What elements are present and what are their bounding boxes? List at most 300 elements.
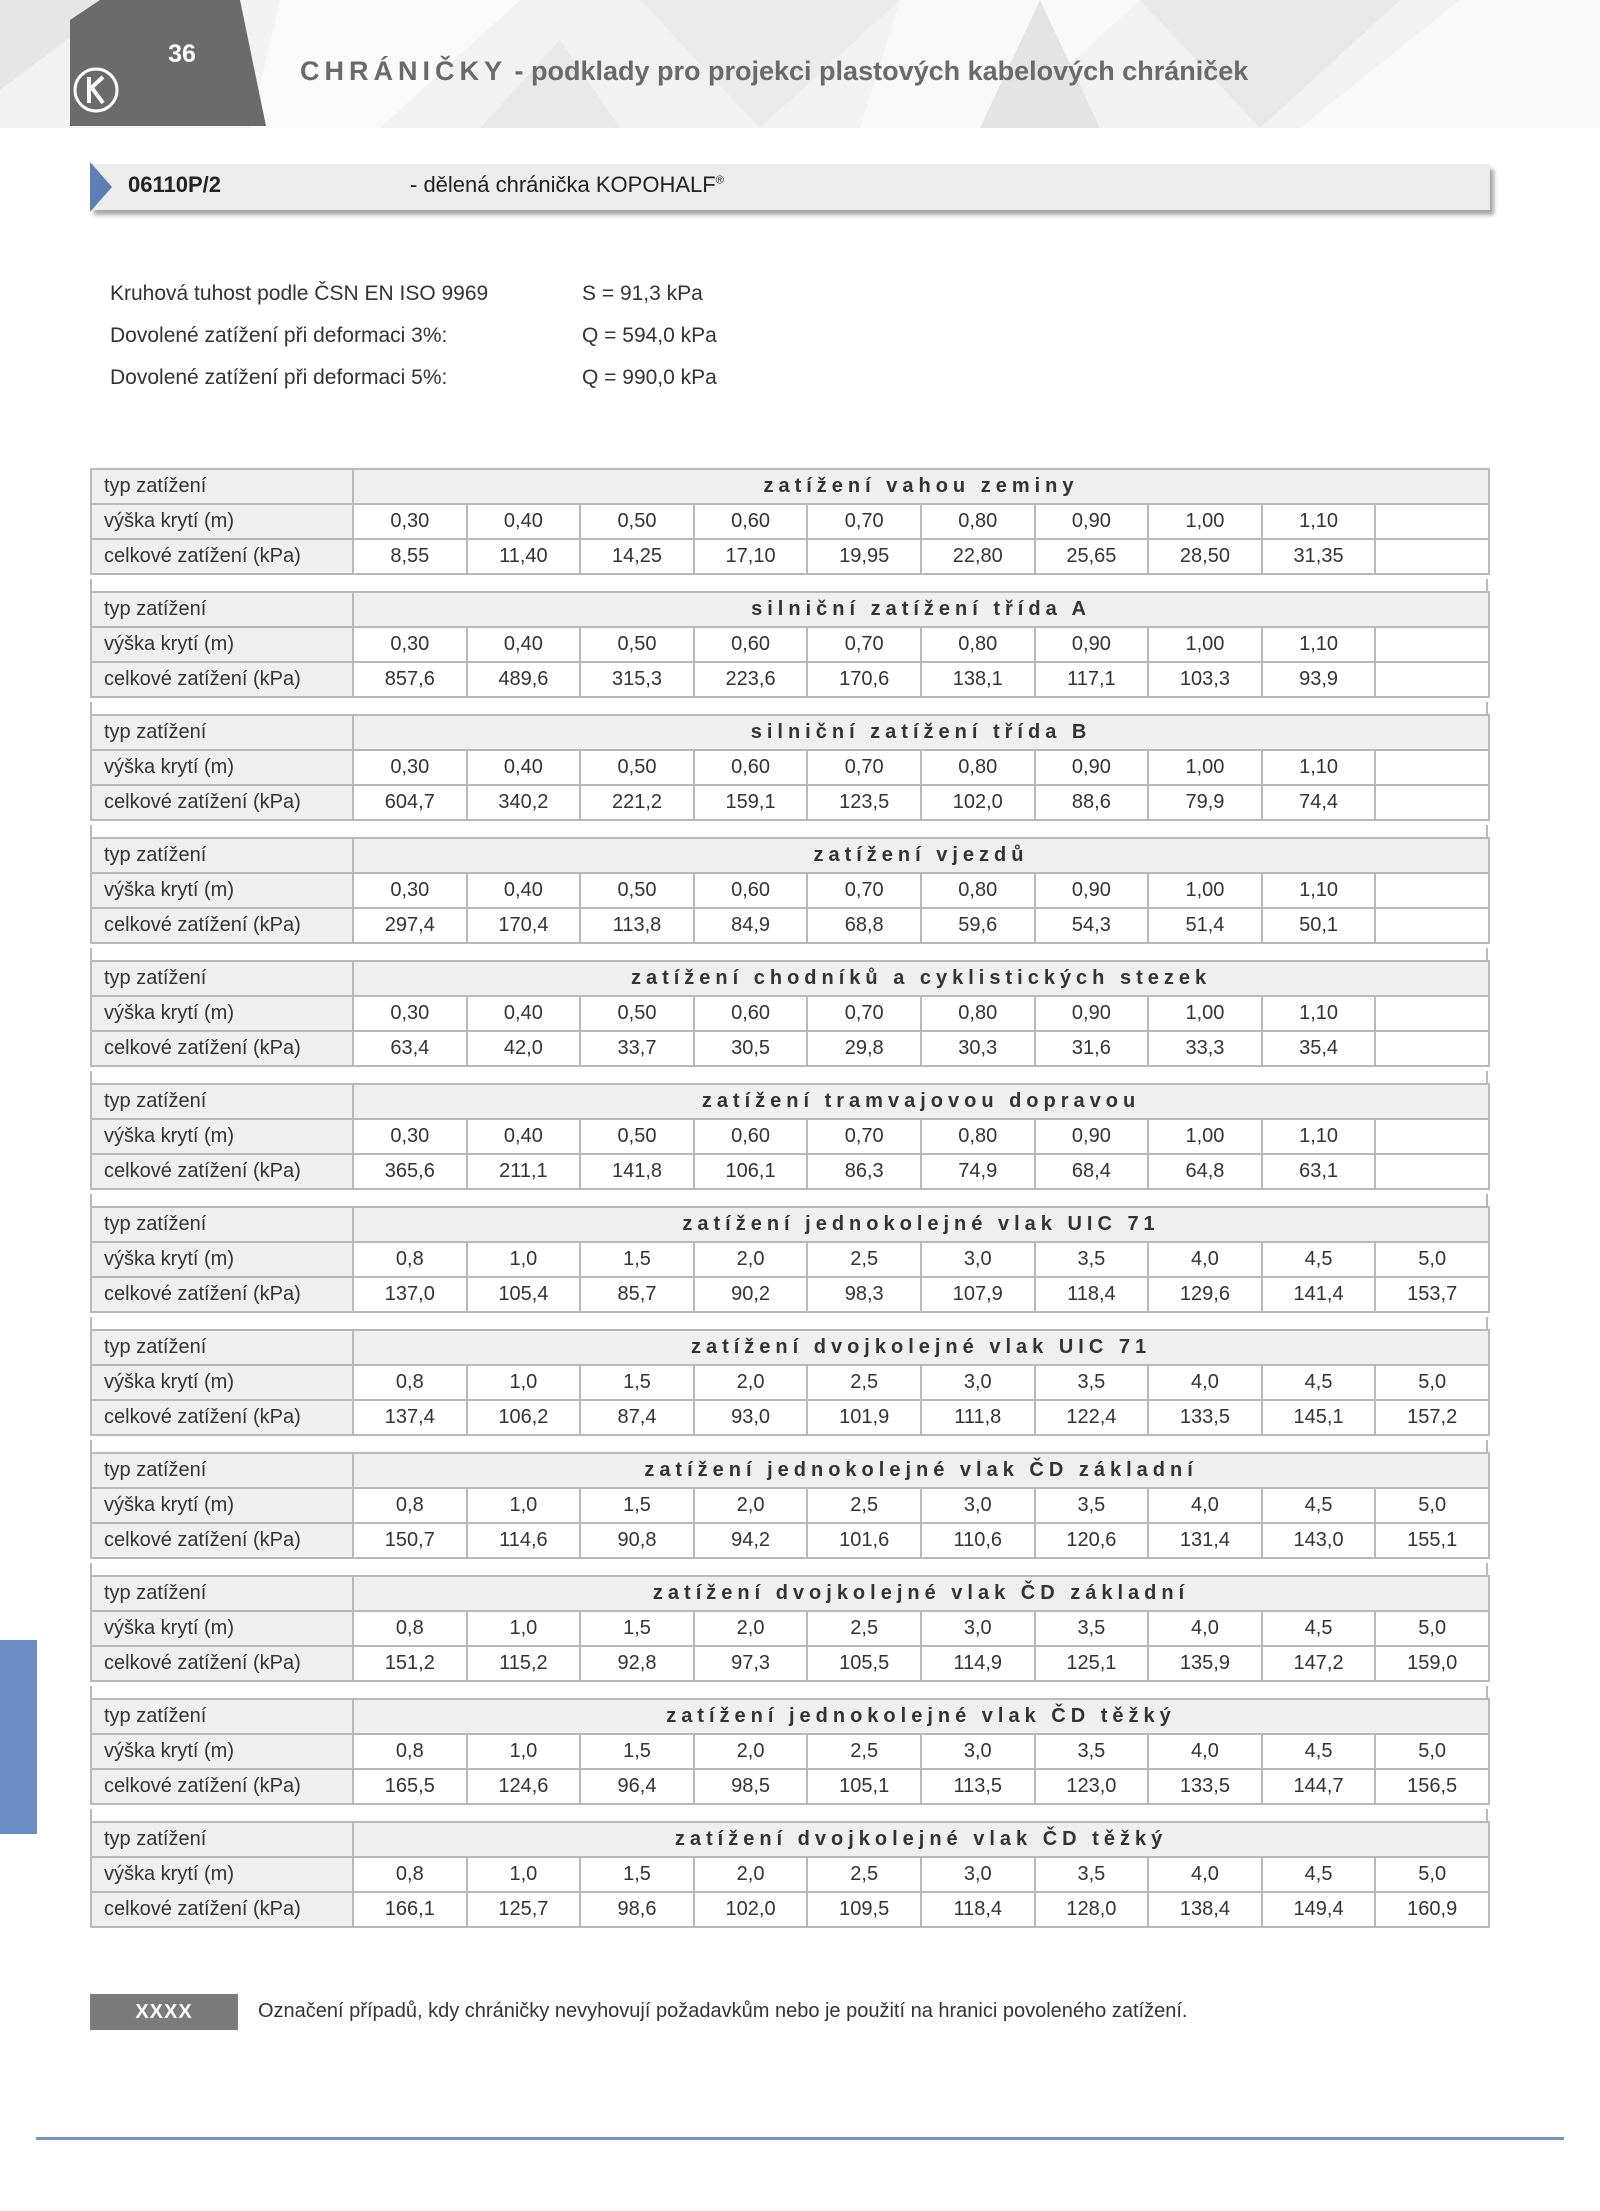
load-cell: 59,6 — [921, 908, 1035, 943]
spec-label: Dovolené zatížení při deformaci 3%: — [110, 324, 448, 347]
load-cell: 166,1 — [353, 1892, 467, 1927]
load-cell: 98,6 — [580, 1892, 694, 1927]
load-section-table — [90, 1206, 1490, 1313]
depth-cell: 1,00 — [1148, 1119, 1262, 1154]
load-cell: 30,3 — [921, 1031, 1035, 1066]
depth-cell — [1375, 996, 1489, 1031]
depth-cell: 0,70 — [807, 627, 921, 662]
depth-cell: 3,0 — [921, 1488, 1035, 1523]
table-row — [91, 1646, 1489, 1681]
spec-value: S = 91,3 kPa — [582, 282, 703, 305]
load-cell: 135,9 — [1148, 1646, 1262, 1681]
row-label-type: typ zatížení — [91, 1576, 353, 1611]
table-row — [91, 1857, 1489, 1892]
load-cell: 85,7 — [580, 1277, 694, 1312]
load-cell: 19,95 — [807, 539, 921, 574]
load-cell: 129,6 — [1148, 1277, 1262, 1312]
depth-cell: 3,5 — [1035, 1242, 1149, 1277]
load-cell — [1375, 908, 1489, 943]
load-cell: 105,5 — [807, 1646, 921, 1681]
table-row — [91, 1734, 1489, 1769]
load-cell: 87,4 — [580, 1400, 694, 1435]
load-section-table — [90, 1452, 1490, 1559]
load-cell: 150,7 — [353, 1523, 467, 1558]
load-cell: 90,2 — [694, 1277, 808, 1312]
table-row — [91, 1365, 1489, 1400]
load-cell: 115,2 — [467, 1646, 581, 1681]
table-row — [91, 1523, 1489, 1558]
load-cell: 25,65 — [1035, 539, 1149, 574]
section-gap — [90, 1686, 1488, 1698]
depth-cell: 2,5 — [807, 1242, 921, 1277]
depth-cell: 0,60 — [694, 996, 808, 1031]
row-label-type: typ zatížení — [91, 1453, 353, 1488]
load-cell: 79,9 — [1148, 785, 1262, 820]
depth-cell: 0,40 — [467, 1119, 581, 1154]
table-row — [91, 1207, 1489, 1242]
row-label-load: celkové zatížení (kPa) — [91, 1646, 353, 1681]
load-cell: 93,9 — [1262, 662, 1376, 697]
depth-cell: 4,5 — [1262, 1242, 1376, 1277]
depth-cell: 4,0 — [1148, 1242, 1262, 1277]
depth-cell: 4,5 — [1262, 1734, 1376, 1769]
table-row — [91, 1488, 1489, 1523]
load-cell: 51,4 — [1148, 908, 1262, 943]
load-cell: 101,6 — [807, 1523, 921, 1558]
load-cell: 63,1 — [1262, 1154, 1376, 1189]
depth-cell: 3,5 — [1035, 1488, 1149, 1523]
load-cell: 106,1 — [694, 1154, 808, 1189]
depth-cell: 5,0 — [1375, 1365, 1489, 1400]
load-cell: 111,8 — [921, 1400, 1035, 1435]
load-cell: 113,8 — [580, 908, 694, 943]
load-cell: 133,5 — [1148, 1769, 1262, 1804]
depth-cell: 0,40 — [467, 504, 581, 539]
depth-cell: 0,80 — [921, 873, 1035, 908]
depth-cell: 0,90 — [1035, 504, 1149, 539]
product-bar — [90, 164, 1490, 210]
load-cell: 42,0 — [467, 1031, 581, 1066]
depth-cell: 5,0 — [1375, 1242, 1489, 1277]
table-row — [91, 1330, 1489, 1365]
row-label-depth: výška krytí (m) — [91, 1611, 353, 1646]
depth-cell: 3,5 — [1035, 1611, 1149, 1646]
load-cell: 489,6 — [467, 662, 581, 697]
load-cell: 315,3 — [580, 662, 694, 697]
load-cell: 8,55 — [353, 539, 467, 574]
load-cell: 147,2 — [1262, 1646, 1376, 1681]
section-title: zatížení vahou zeminy — [353, 469, 1489, 504]
depth-cell: 0,8 — [353, 1857, 467, 1892]
table-row — [91, 750, 1489, 785]
depth-cell: 1,5 — [580, 1611, 694, 1646]
depth-cell: 3,0 — [921, 1611, 1035, 1646]
section-gap — [90, 1563, 1488, 1575]
row-label-type: typ zatížení — [91, 1699, 353, 1734]
load-cell: 211,1 — [467, 1154, 581, 1189]
load-cell: 165,5 — [353, 1769, 467, 1804]
section-gap — [90, 1194, 1488, 1206]
depth-cell: 0,90 — [1035, 750, 1149, 785]
row-label-type: typ zatížení — [91, 1330, 353, 1365]
depth-cell: 1,00 — [1148, 873, 1262, 908]
load-section-table — [90, 1821, 1490, 1928]
table-row — [91, 1822, 1489, 1857]
depth-cell: 3,0 — [921, 1857, 1035, 1892]
depth-cell: 1,5 — [580, 1857, 694, 1892]
table-row — [91, 1119, 1489, 1154]
depth-cell: 4,5 — [1262, 1488, 1376, 1523]
depth-cell: 4,5 — [1262, 1365, 1376, 1400]
section-title: zatížení dvojkolejné vlak ČD základní — [353, 1576, 1489, 1611]
load-section-table — [90, 1575, 1490, 1682]
load-cell: 124,6 — [467, 1769, 581, 1804]
row-label-depth: výška krytí (m) — [91, 996, 353, 1031]
load-cell: 74,9 — [921, 1154, 1035, 1189]
depth-cell: 1,0 — [467, 1365, 581, 1400]
load-cell: 74,4 — [1262, 785, 1376, 820]
row-label-load: celkové zatížení (kPa) — [91, 1031, 353, 1066]
load-cell: 170,4 — [467, 908, 581, 943]
load-cell: 28,50 — [1148, 539, 1262, 574]
spec-label: Dovolené zatížení při deformaci 5%: — [110, 366, 448, 389]
load-cell: 159,0 — [1375, 1646, 1489, 1681]
depth-cell: 0,50 — [580, 504, 694, 539]
load-cell: 125,1 — [1035, 1646, 1149, 1681]
table-row — [91, 1699, 1489, 1734]
table-row — [91, 908, 1489, 943]
depth-cell: 0,80 — [921, 1119, 1035, 1154]
depth-cell: 1,0 — [467, 1242, 581, 1277]
load-cell: 17,10 — [694, 539, 808, 574]
side-tab — [0, 1640, 37, 1834]
load-cell: 156,5 — [1375, 1769, 1489, 1804]
registered-mark: ® — [715, 174, 724, 187]
load-section-table — [90, 591, 1490, 698]
depth-cell: 0,70 — [807, 1119, 921, 1154]
depth-cell: 0,80 — [921, 996, 1035, 1031]
depth-cell — [1375, 873, 1489, 908]
load-cell: 138,4 — [1148, 1892, 1262, 1927]
page-header-title — [300, 56, 1248, 87]
load-cell: 54,3 — [1035, 908, 1149, 943]
load-cell: 93,0 — [694, 1400, 808, 1435]
load-section-table — [90, 1698, 1490, 1805]
load-cell: 11,40 — [467, 539, 581, 574]
depth-cell: 4,0 — [1148, 1857, 1262, 1892]
load-cell: 125,7 — [467, 1892, 581, 1927]
table-row — [91, 1892, 1489, 1927]
section-title: zatížení vjezdů — [353, 838, 1489, 873]
row-label-type: typ zatížení — [91, 1084, 353, 1119]
load-section-table — [90, 1329, 1490, 1436]
depth-cell: 2,0 — [694, 1242, 808, 1277]
load-cell: 223,6 — [694, 662, 808, 697]
header-title-sub: - podklady pro projekci plastových kabelových chrániček — [507, 56, 1249, 86]
row-label-load: celkové zatížení (kPa) — [91, 1892, 353, 1927]
depth-cell: 1,5 — [580, 1365, 694, 1400]
depth-cell: 4,5 — [1262, 1857, 1376, 1892]
depth-cell: 4,0 — [1148, 1488, 1262, 1523]
depth-cell: 0,80 — [921, 750, 1035, 785]
load-cell: 33,7 — [580, 1031, 694, 1066]
table-row — [91, 1400, 1489, 1435]
product-arrow-icon — [90, 162, 112, 212]
load-cell: 106,2 — [467, 1400, 581, 1435]
load-cell: 63,4 — [353, 1031, 467, 1066]
row-label-depth: výška krytí (m) — [91, 873, 353, 908]
row-label-load: celkové zatížení (kPa) — [91, 1277, 353, 1312]
load-cell: 170,6 — [807, 662, 921, 697]
depth-cell: 0,40 — [467, 750, 581, 785]
row-label-type: typ zatížení — [91, 1822, 353, 1857]
row-label-depth: výška krytí (m) — [91, 1488, 353, 1523]
depth-cell: 2,0 — [694, 1365, 808, 1400]
table-row — [91, 1031, 1489, 1066]
table-row — [91, 961, 1489, 996]
load-cell: 149,4 — [1262, 1892, 1376, 1927]
row-label-depth: výška krytí (m) — [91, 1734, 353, 1769]
row-label-type: typ zatížení — [91, 592, 353, 627]
row-label-load: celkové zatížení (kPa) — [91, 785, 353, 820]
load-cell: 365,6 — [353, 1154, 467, 1189]
load-cell: 141,4 — [1262, 1277, 1376, 1312]
load-cell: 64,8 — [1148, 1154, 1262, 1189]
page-number: 36 — [168, 40, 196, 68]
depth-cell: 0,60 — [694, 1119, 808, 1154]
depth-cell: 1,00 — [1148, 627, 1262, 662]
load-cell: 97,3 — [694, 1646, 808, 1681]
depth-cell — [1375, 750, 1489, 785]
load-cell: 123,5 — [807, 785, 921, 820]
section-gap — [90, 825, 1488, 837]
table-row — [91, 662, 1489, 697]
section-title: zatížení tramvajovou dopravou — [353, 1084, 1489, 1119]
depth-cell: 1,00 — [1148, 996, 1262, 1031]
load-cell: 114,9 — [921, 1646, 1035, 1681]
depth-cell: 1,10 — [1262, 873, 1376, 908]
row-label-load: celkové zatížení (kPa) — [91, 662, 353, 697]
product-name — [410, 172, 724, 198]
load-cell: 133,5 — [1148, 1400, 1262, 1435]
depth-cell: 2,0 — [694, 1611, 808, 1646]
depth-cell: 0,90 — [1035, 1119, 1149, 1154]
load-cell: 33,3 — [1148, 1031, 1262, 1066]
load-cell: 98,5 — [694, 1769, 808, 1804]
load-cell: 102,0 — [921, 785, 1035, 820]
section-gap — [90, 1071, 1488, 1083]
depth-cell: 2,5 — [807, 1857, 921, 1892]
depth-cell: 0,70 — [807, 996, 921, 1031]
depth-cell: 0,50 — [580, 627, 694, 662]
depth-cell: 0,40 — [467, 627, 581, 662]
table-row — [91, 785, 1489, 820]
row-label-load: celkové zatížení (kPa) — [91, 1523, 353, 1558]
load-cell: 14,25 — [580, 539, 694, 574]
table-row — [91, 1611, 1489, 1646]
load-cell: 31,35 — [1262, 539, 1376, 574]
load-cell: 221,2 — [580, 785, 694, 820]
row-label-type: typ zatížení — [91, 961, 353, 996]
table-row — [91, 1576, 1489, 1611]
depth-cell: 0,60 — [694, 873, 808, 908]
depth-cell: 0,60 — [694, 627, 808, 662]
depth-cell: 3,0 — [921, 1734, 1035, 1769]
load-cell: 160,9 — [1375, 1892, 1489, 1927]
depth-cell: 1,10 — [1262, 504, 1376, 539]
load-cell: 88,6 — [1035, 785, 1149, 820]
section-gap — [90, 1317, 1488, 1329]
row-label-type: typ zatížení — [91, 715, 353, 750]
section-title: zatížení jednokolejné vlak UIC 71 — [353, 1207, 1489, 1242]
load-cell: 109,5 — [807, 1892, 921, 1927]
load-cell: 105,4 — [467, 1277, 581, 1312]
load-cell: 340,2 — [467, 785, 581, 820]
load-cell: 68,4 — [1035, 1154, 1149, 1189]
load-cell: 131,4 — [1148, 1523, 1262, 1558]
depth-cell: 1,0 — [467, 1488, 581, 1523]
depth-cell: 0,8 — [353, 1365, 467, 1400]
depth-cell: 0,50 — [580, 750, 694, 785]
load-cell: 29,8 — [807, 1031, 921, 1066]
load-section-table — [90, 714, 1490, 821]
depth-cell: 0,8 — [353, 1734, 467, 1769]
depth-cell: 3,5 — [1035, 1857, 1149, 1892]
load-cell: 101,9 — [807, 1400, 921, 1435]
depth-cell: 0,30 — [353, 627, 467, 662]
depth-cell: 1,0 — [467, 1857, 581, 1892]
load-cell — [1375, 662, 1489, 697]
depth-cell: 3,5 — [1035, 1365, 1149, 1400]
table-row — [91, 469, 1489, 504]
depth-cell: 0,30 — [353, 996, 467, 1031]
load-cell: 68,8 — [807, 908, 921, 943]
section-gap — [90, 948, 1488, 960]
depth-cell: 0,50 — [580, 873, 694, 908]
depth-cell: 4,0 — [1148, 1611, 1262, 1646]
depth-cell: 0,8 — [353, 1242, 467, 1277]
section-gap — [90, 702, 1488, 714]
load-cell: 857,6 — [353, 662, 467, 697]
table-row — [91, 1277, 1489, 1312]
table-row — [91, 592, 1489, 627]
depth-cell: 0,80 — [921, 627, 1035, 662]
depth-cell: 0,90 — [1035, 996, 1149, 1031]
depth-cell: 1,5 — [580, 1734, 694, 1769]
depth-cell: 1,10 — [1262, 627, 1376, 662]
table-row — [91, 996, 1489, 1031]
depth-cell: 0,70 — [807, 873, 921, 908]
load-cell: 155,1 — [1375, 1523, 1489, 1558]
product-code: 06110P/2 — [128, 172, 221, 197]
load-cell: 96,4 — [580, 1769, 694, 1804]
load-cell: 35,4 — [1262, 1031, 1376, 1066]
depth-cell — [1375, 504, 1489, 539]
load-cell: 153,7 — [1375, 1277, 1489, 1312]
section-title: zatížení dvojkolejné vlak UIC 71 — [353, 1330, 1489, 1365]
row-label-depth: výška krytí (m) — [91, 1857, 353, 1892]
row-label-type: typ zatížení — [91, 1207, 353, 1242]
load-cell: 50,1 — [1262, 908, 1376, 943]
depth-cell: 5,0 — [1375, 1488, 1489, 1523]
load-cell: 143,0 — [1262, 1523, 1376, 1558]
depth-cell: 0,30 — [353, 750, 467, 785]
header-title-main: CHRÁNIČKY — [300, 56, 507, 86]
row-label-depth: výška krytí (m) — [91, 1365, 353, 1400]
depth-cell: 2,5 — [807, 1365, 921, 1400]
depth-cell: 2,5 — [807, 1488, 921, 1523]
section-title: zatížení jednokolejné vlak ČD základní — [353, 1453, 1489, 1488]
load-cell: 98,3 — [807, 1277, 921, 1312]
load-cell: 145,1 — [1262, 1400, 1376, 1435]
depth-cell: 5,0 — [1375, 1857, 1489, 1892]
load-cell — [1375, 539, 1489, 574]
depth-cell: 0,40 — [467, 873, 581, 908]
table-row — [91, 715, 1489, 750]
depth-cell: 1,5 — [580, 1488, 694, 1523]
circled-k-logo-icon — [72, 66, 120, 114]
table-row — [91, 504, 1489, 539]
load-cell: 92,8 — [580, 1646, 694, 1681]
section-title: silniční zatížení třída A — [353, 592, 1489, 627]
load-cell: 137,0 — [353, 1277, 467, 1312]
table-row — [91, 838, 1489, 873]
row-label-depth: výška krytí (m) — [91, 504, 353, 539]
depth-cell — [1375, 627, 1489, 662]
depth-cell: 0,80 — [921, 504, 1035, 539]
depth-cell: 1,10 — [1262, 996, 1376, 1031]
depth-cell: 3,0 — [921, 1365, 1035, 1400]
load-cell: 84,9 — [694, 908, 808, 943]
load-cell: 114,6 — [467, 1523, 581, 1558]
depth-cell: 3,5 — [1035, 1734, 1149, 1769]
row-label-depth: výška krytí (m) — [91, 1242, 353, 1277]
load-cell: 113,5 — [921, 1769, 1035, 1804]
load-cell: 86,3 — [807, 1154, 921, 1189]
table-row — [91, 1242, 1489, 1277]
depth-cell: 0,60 — [694, 750, 808, 785]
load-cell: 157,2 — [1375, 1400, 1489, 1435]
spec-label: Kruhová tuhost podle ČSN EN ISO 9969 — [110, 282, 489, 305]
load-cell: 117,1 — [1035, 662, 1149, 697]
depth-cell: 2,0 — [694, 1857, 808, 1892]
load-cell: 144,7 — [1262, 1769, 1376, 1804]
section-gap — [90, 579, 1488, 591]
load-cell: 137,4 — [353, 1400, 467, 1435]
spec-value: Q = 594,0 kPa — [582, 324, 717, 347]
section-title: silniční zatížení třída B — [353, 715, 1489, 750]
depth-cell: 2,5 — [807, 1734, 921, 1769]
depth-cell: 1,0 — [467, 1734, 581, 1769]
table-row — [91, 1084, 1489, 1119]
depth-cell: 1,0 — [467, 1611, 581, 1646]
section-title: zatížení dvojkolejné vlak ČD těžký — [353, 1822, 1489, 1857]
load-cell — [1375, 1154, 1489, 1189]
depth-cell: 5,0 — [1375, 1611, 1489, 1646]
row-label-load: celkové zatížení (kPa) — [91, 1400, 353, 1435]
section-title: zatížení jednokolejné vlak ČD těžký — [353, 1699, 1489, 1734]
load-cell: 123,0 — [1035, 1769, 1149, 1804]
depth-cell: 4,0 — [1148, 1734, 1262, 1769]
row-label-type: typ zatížení — [91, 838, 353, 873]
depth-cell: 0,50 — [580, 996, 694, 1031]
product-name-text: - dělená chránička KOPOHALF — [410, 172, 716, 197]
depth-cell: 4,5 — [1262, 1611, 1376, 1646]
depth-cell: 0,60 — [694, 504, 808, 539]
depth-cell: 0,40 — [467, 996, 581, 1031]
load-cell: 120,6 — [1035, 1523, 1149, 1558]
depth-cell: 0,30 — [353, 1119, 467, 1154]
